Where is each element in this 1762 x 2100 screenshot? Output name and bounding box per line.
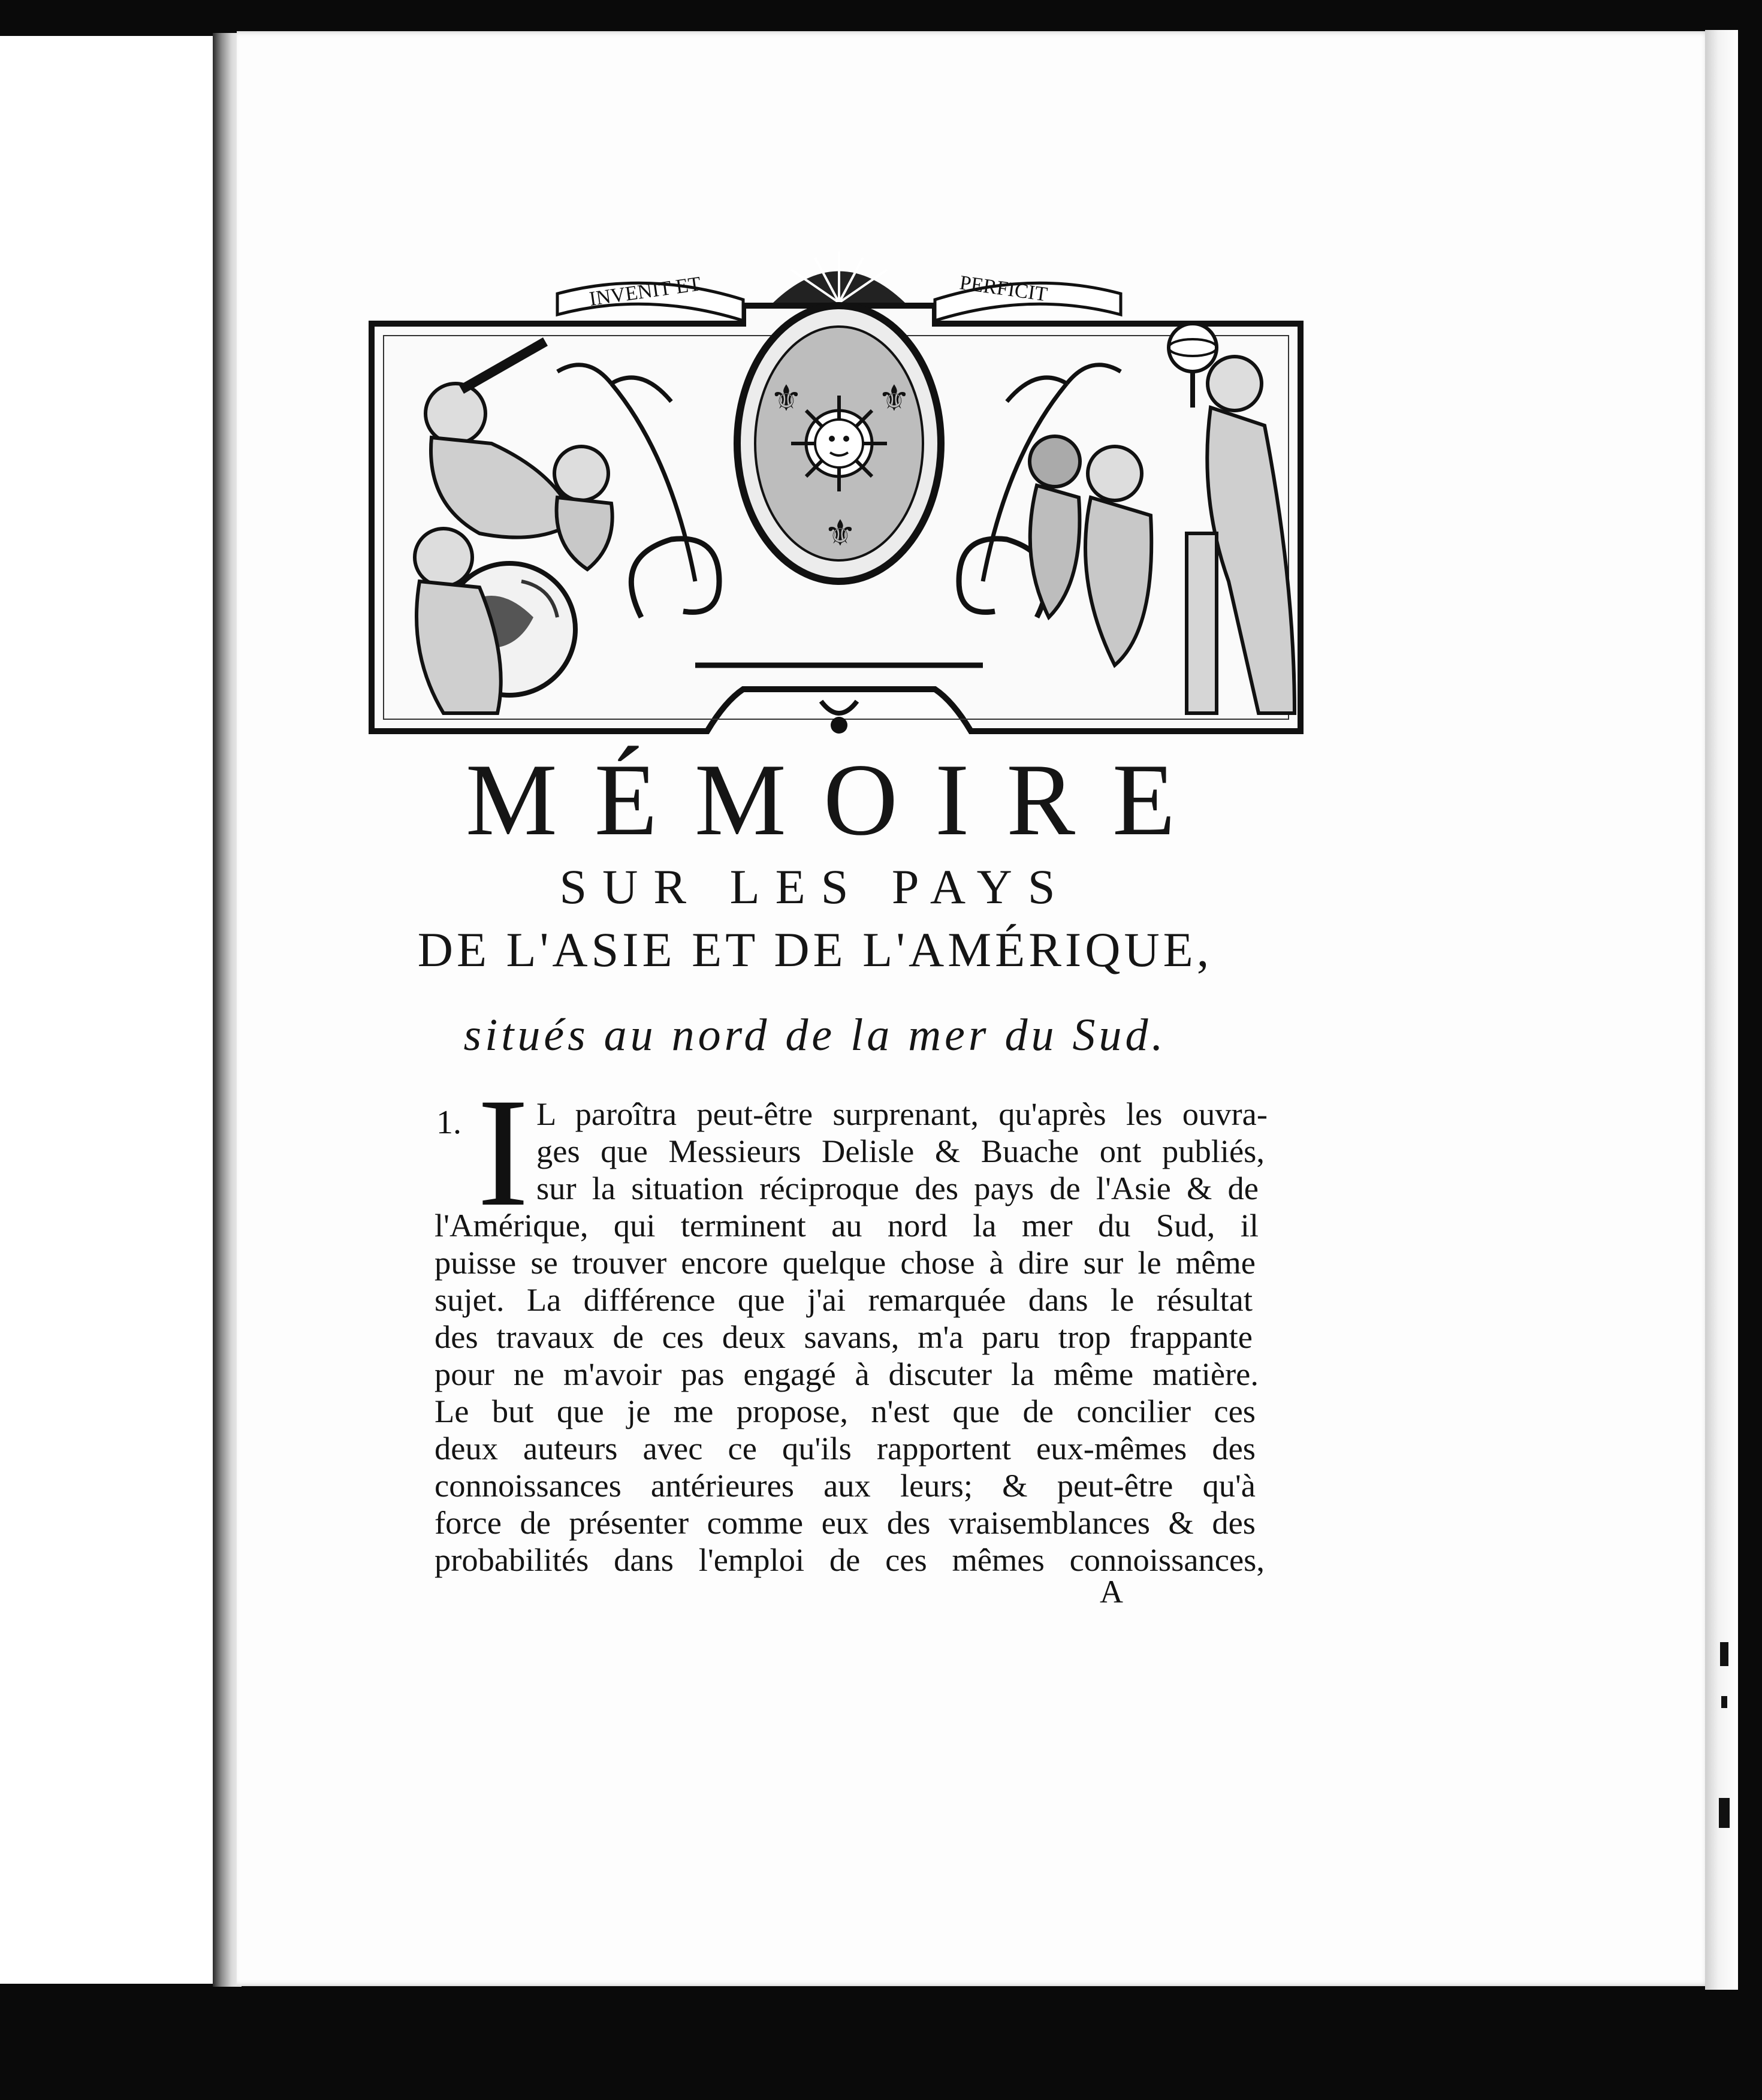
body-line: probabilités dans l'emploi de ces mêmes connoissances, xyxy=(435,1541,1265,1578)
title-line-2: DE L'ASIE ET DE L'AMÉRIQUE, xyxy=(417,922,1213,977)
body-line: Le but que je me propose, n'est que de concilier ces xyxy=(435,1393,1256,1429)
signature-mark: A xyxy=(1100,1574,1123,1610)
svg-text:⚜: ⚜ xyxy=(770,378,802,420)
body-line: ges que Messieurs Delisle & Buache ont publiés, xyxy=(536,1133,1265,1169)
paragraph-number: 1. xyxy=(436,1104,461,1141)
body-line: deux auteurs avec ce qu'ils rapportent eux-mêmes des xyxy=(435,1430,1256,1467)
body-line: sur la situation réciproque des pays de l'Asie & de xyxy=(536,1170,1259,1206)
body-line: l'Amérique, qui terminent au nord la mer du Sud, il xyxy=(435,1207,1259,1244)
body-line: des travaux de ces deux savans, m'a paru trop frappante xyxy=(435,1318,1253,1355)
svg-text:⚜: ⚜ xyxy=(878,378,910,420)
body-line: L paroîtra peut-être surprenant, qu'après les ouvra- xyxy=(536,1096,1268,1132)
motto-left: INVENIT ET xyxy=(587,273,702,310)
motto-right: PERFICIT xyxy=(958,271,1049,306)
body-line: puisse se trouver encore quelque chose à dire sur le même xyxy=(435,1244,1256,1281)
body-line: connoissances antérieures aux leurs; & peut-être qu'à xyxy=(435,1467,1256,1504)
title-line-1: SUR LES PAYS xyxy=(559,859,1071,914)
woodcut-headpiece xyxy=(360,246,1319,743)
body-line: sujet. La différence que j'ai remarquée dans le résultat xyxy=(435,1281,1253,1318)
previous-page-blank xyxy=(0,36,213,1984)
body-line: force de présenter comme eux des vraisemblances & des xyxy=(435,1504,1256,1541)
body-line: pour ne m'avoir pas engagé à discuter la même matière. xyxy=(435,1356,1259,1392)
title-main: MÉMOIRE xyxy=(465,743,1213,857)
title-line-3: situés au nord de la mer du Sud. xyxy=(463,1010,1167,1060)
edge-marks xyxy=(1714,1642,1738,1882)
drop-cap: I xyxy=(477,1066,529,1239)
svg-text:⚜: ⚜ xyxy=(824,512,856,554)
